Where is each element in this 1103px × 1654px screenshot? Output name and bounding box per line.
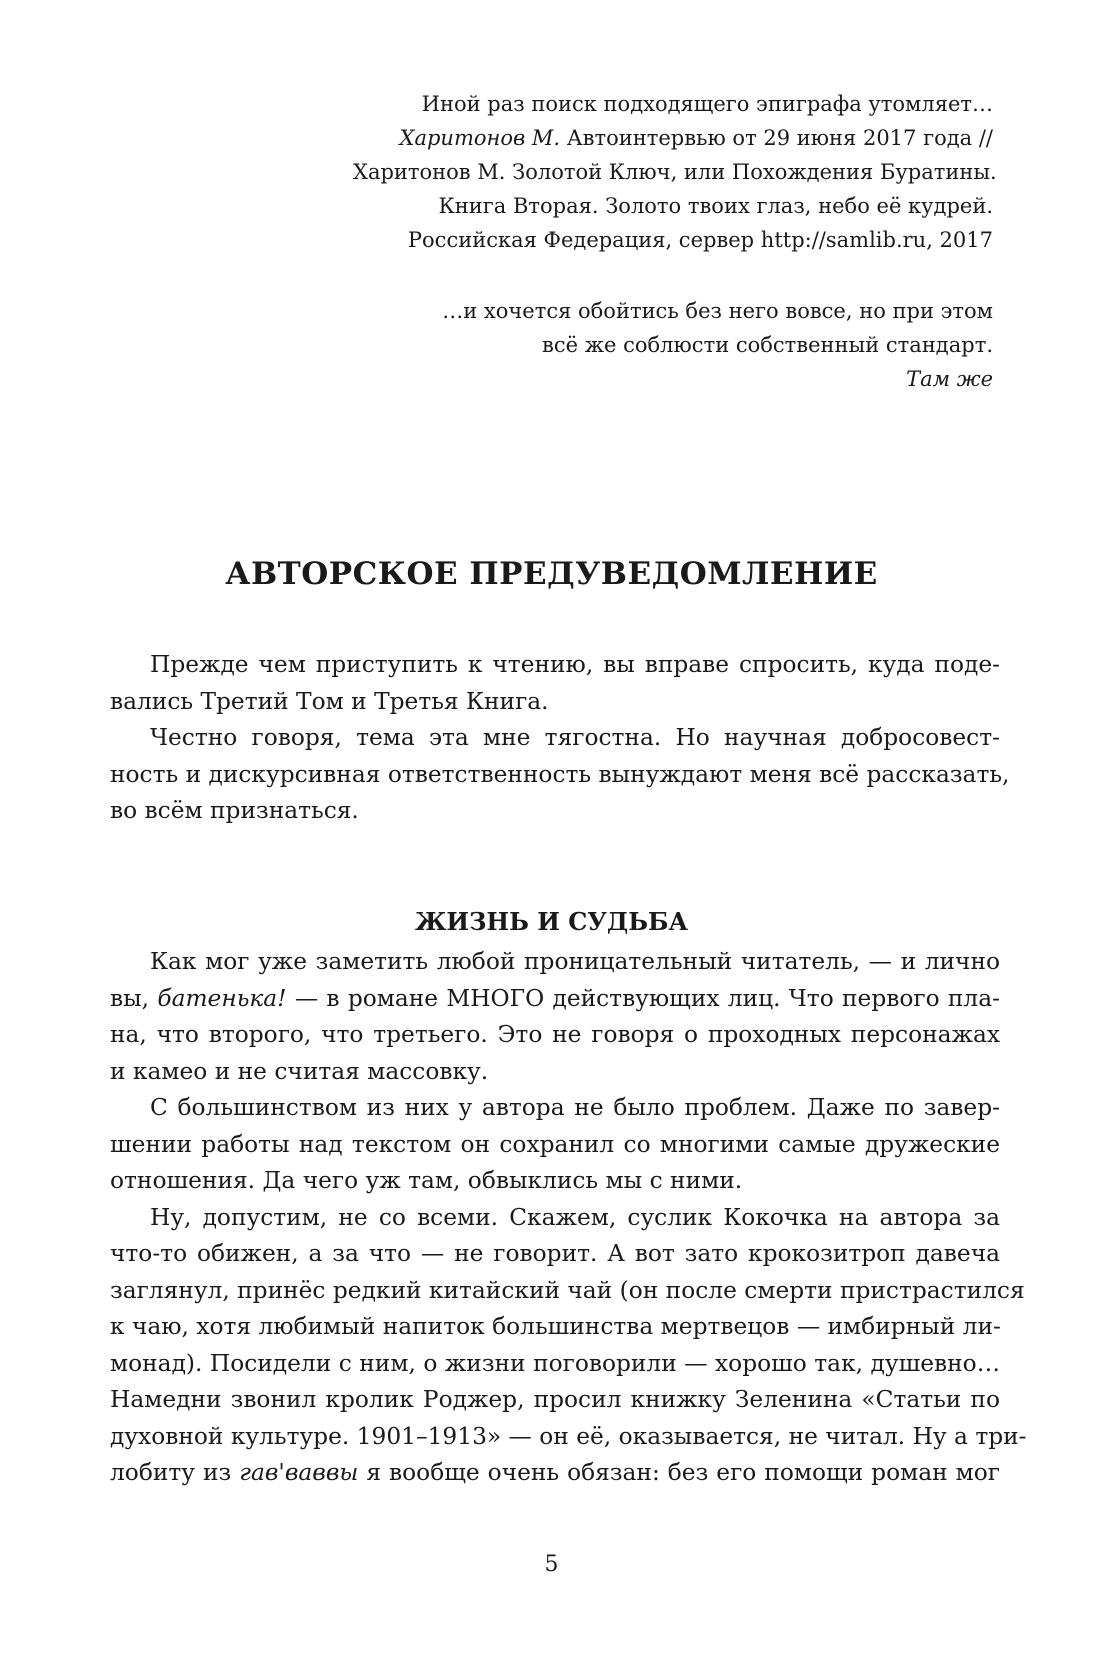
text-line: монад). Посидели с ним, о жизни поговорили — хорошо так, душевно…	[110, 1349, 1000, 1377]
text-line: и камео и не считая массовку.	[110, 1057, 489, 1085]
epigraph-quote: всё же соблюсти собственный стандарт.	[542, 333, 993, 357]
chapter-title: АВТОРСКОЕ ПРЕДУВЕДОМЛЕНИЕ	[225, 556, 878, 592]
text-line: духовной культуре. 1901–1913» — он её, оказывается, не читал. Ну а три-	[110, 1422, 1027, 1450]
text-fragment: вы,	[110, 984, 158, 1012]
epigraph-source: Там же	[906, 367, 993, 391]
epigraph-source-text: Автоинтервью от 29 июня 2017 года //	[560, 126, 993, 150]
text-line: Прежде чем приступить к чтению, вы вправе спросить, куда поде-	[150, 651, 1000, 678]
text-line: Ну, допустим, не со всеми. Скажем, суслик Кокочка на автора за	[150, 1203, 1000, 1231]
text-line: шении работы над текстом он сохранил со многими самые дружеские	[110, 1130, 1000, 1158]
text-line: Как мог уже заметить любой проницательный читатель, — и лично	[150, 948, 1000, 975]
text-line: во всём признаться.	[110, 797, 359, 824]
text-line: вались Третий Том и Третья Книга.	[110, 687, 549, 715]
italic-fragment: батенька!	[157, 984, 287, 1012]
text-line: ность и дискурсивная ответственность вынуждают меня всё рассказать,	[110, 760, 1010, 788]
main-text	[110, 944, 1027, 1492]
text-fragment: — в романе МНОГО действующих лиц. Что первого пла-	[286, 984, 1000, 1012]
epigraph-author: Харитонов М.	[399, 126, 561, 150]
epigraph-quote: Иной раз поиск подходящего эпиграфа утомляет…	[421, 92, 993, 116]
italic-fragment: гав'ваввы	[239, 1459, 359, 1486]
epigraph-source-line	[353, 121, 993, 155]
epigraph-source-line: Харитонов М. Золотой Ключ, или Похождения Буратины.	[353, 160, 997, 184]
text-line: Честно говоря, тема эта мне тягостна. Но научная добросовест-	[150, 724, 1000, 751]
text-line: отношения. Да чего уж там, обвыклись мы с ними.	[110, 1167, 743, 1194]
text-line: заглянул, принёс редкий китайский чай (он после смерти пристрастился	[110, 1276, 1025, 1304]
text-line	[110, 981, 1000, 1018]
epigraph-quote: …и хочется обойтись без него вовсе, но при этом	[442, 299, 993, 323]
section-title: ЖИЗНЬ И СУДЬБА	[414, 907, 689, 936]
text-line: на, что второго, что третьего. Это не говоря о проходных персонажах	[110, 1021, 1000, 1048]
text-line: С большинством из них у автора не было проблем. Даже по завер-	[150, 1094, 1000, 1121]
epigraph-source-line: Российская Федерация, сервер http://samlib.ru, 2017	[407, 228, 993, 252]
epigraph-1	[353, 87, 997, 257]
text-fragment: лобиту из	[110, 1459, 240, 1486]
text-line: Намедни звонил кролик Роджер, просил книжку Зеленина «Статьи по	[110, 1386, 1000, 1413]
intro-text	[110, 647, 1010, 830]
text-line: что-то обижен, а за что — не говорит. А вот зато крокозитроп давеча	[110, 1240, 1000, 1267]
page-number: 5	[544, 1552, 559, 1577]
text-line: к чаю, хотя любимый напиток большинства мертвецов — имбирный ли-	[110, 1313, 1001, 1340]
text-fragment: я вообще очень обязан: без его помощи роман мог	[358, 1459, 1000, 1486]
epigraph-source-line: Книга Вторая. Золото твоих глаз, небо её кудрей.	[438, 194, 993, 218]
text-line	[110, 1455, 1000, 1492]
epigraph-2	[353, 294, 993, 396]
